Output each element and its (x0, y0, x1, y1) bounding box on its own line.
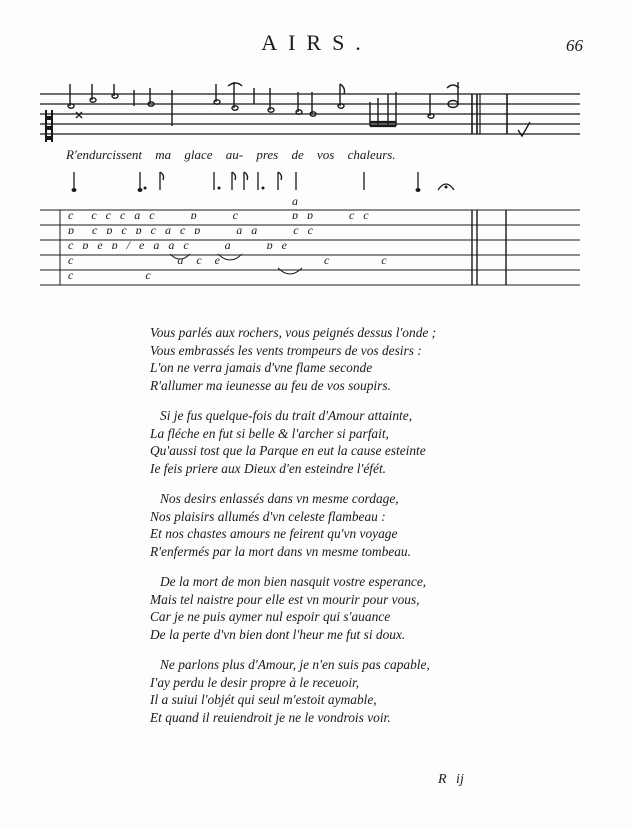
music-staff (40, 82, 580, 142)
poem (150, 324, 600, 739)
rhythm-signs (68, 168, 488, 196)
stanza (150, 490, 600, 560)
tab-row: ɒ c ɒ c ɒ c a c ɒ a a c c (68, 223, 313, 237)
verse-line: Nos plaisirs allumés d'vn celeste flambeau : (150, 508, 386, 524)
stanza (150, 407, 600, 477)
stanza (150, 324, 600, 394)
verse-line: R'enfermés par la mort dans vn mesme tombeau. (150, 543, 411, 559)
verse-line: Qu'aussi tost que la Parque en eut la cause esteinte (150, 443, 426, 458)
tab-row: c a c e c c (68, 253, 387, 267)
signature-mark: R ij (438, 772, 464, 787)
stanza (150, 573, 600, 643)
verse-line: La fléche en fut si belle & l'archer si parfait, (150, 425, 389, 441)
verse-line: Ne parlons plus d'Amour, je n'en suis pas capable, (160, 657, 430, 672)
tab-row: c ɒ e ɒ / e a a c a ɒ e (68, 238, 287, 252)
verse-line: Ie feis priere aux Dieux d'en esteindre l'éfét. (150, 460, 387, 476)
verse-line: Si je fus quelque-fois du trait d'Amour attainte, (160, 408, 413, 423)
verse-line: De la mort de mon bien nasquit vostre esperance, (160, 574, 427, 589)
tab-row: c c c c a c ɒ c ɒ ɒ c c (68, 208, 369, 222)
lute-tablature (40, 194, 580, 290)
verse-line: Mais tel naistre pour elle est vn mourir pour vous, (150, 591, 420, 607)
verse-line: Il a suiui l'objét qui seul m'estoit aymable, (150, 692, 377, 707)
verse-line: R'allumer ma ieunesse au feu de vos soupirs. (150, 377, 391, 393)
verse-line: Et nos chastes amours ne feirent qu'vn voyage (150, 526, 398, 541)
page-title: AIRS. (261, 30, 372, 55)
verse-line: De la perte d'vn bien dont l'heur me fut si doux. (150, 626, 406, 642)
page-number: 66 (566, 36, 583, 55)
verse-line: Vous parlés aux rochers, vous peignés dessus l'onde ; (150, 325, 437, 340)
lyric-line: R'endurcissent ma glace au- pres de vos chaleurs. (66, 147, 396, 162)
tab-letter-marker: a (292, 194, 298, 208)
verse-line: Nos desirs enlassés dans vn mesme cordage, (160, 491, 399, 506)
verse-line: Car je ne puis aymer nul espoir qui s'auance (150, 609, 391, 624)
verse-line: I'ay perdu le desir propre à le receuoir, (150, 674, 360, 690)
tab-row: c c (68, 268, 151, 282)
stanza (150, 656, 600, 726)
verse-line: Vous embrassés les vents trompeurs de vos desirs : (150, 342, 422, 358)
verse-line: L'on ne verra jamais d'vne flame seconde (150, 360, 373, 375)
verse-line: Et quand il reuiendroit je ne le vondrois voir. (150, 709, 391, 725)
